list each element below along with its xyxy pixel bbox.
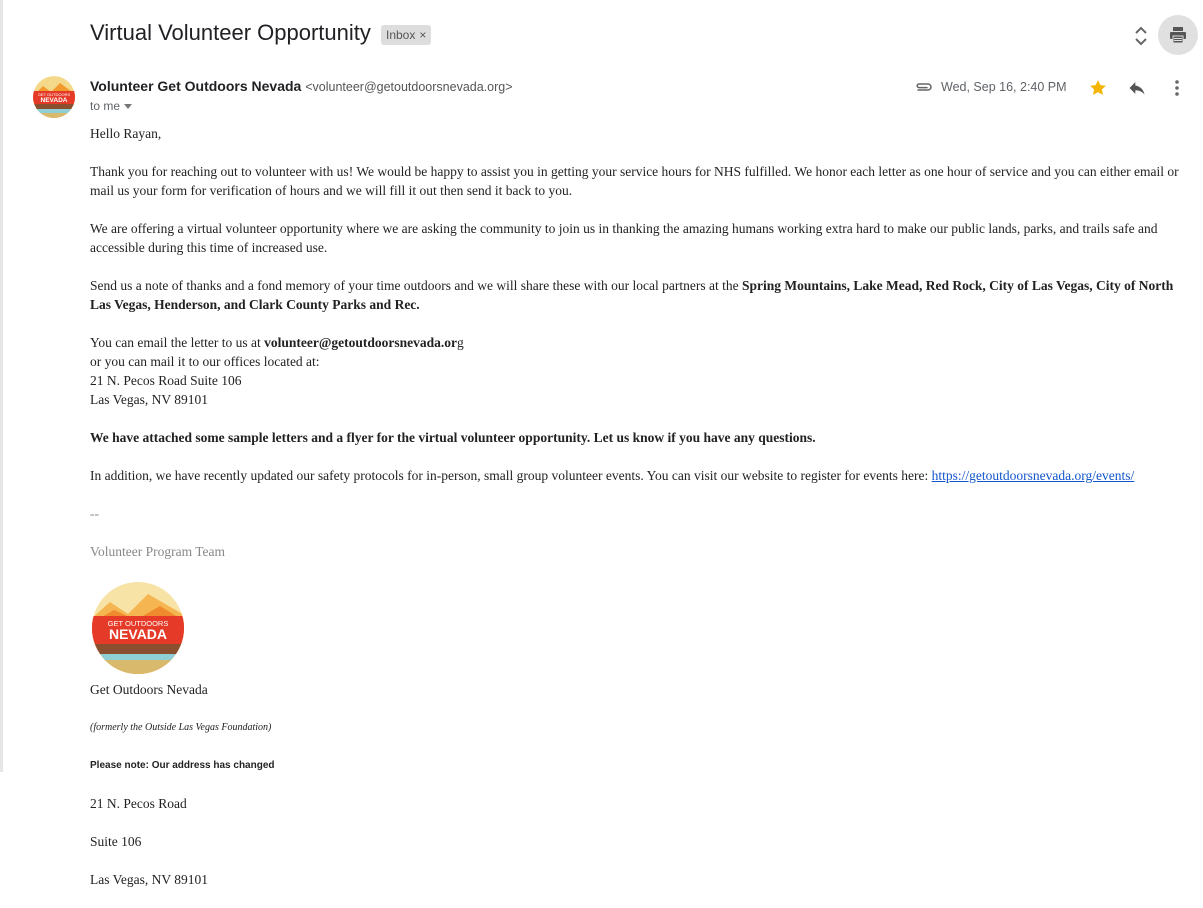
- reply-icon[interactable]: [1127, 78, 1147, 103]
- more-options-icon[interactable]: [1169, 78, 1185, 103]
- paragraph-4-text: You can email the letter to us at: [90, 335, 265, 350]
- expand-collapse-icon[interactable]: [1129, 23, 1153, 49]
- body-paragraph-1: Thank you for reaching out to volunteer with us! We would be happy to assist you in getting your service hours for NHS fulfilled. We honor each letter as one hour of service and you can either email or mail us your form for verification of hours and we will fill it out then send it back to you.: [90, 164, 1179, 198]
- body-paragraph-6: [90, 466, 1190, 485]
- left-border: [0, 0, 3, 772]
- recipient-text: to me: [90, 99, 121, 113]
- events-link[interactable]: https://getoutdoorsnevada.org/events/: [931, 468, 1135, 483]
- body-paragraph-4: [90, 333, 1190, 409]
- signature-address-note: Please note: Our address has changed: [90, 760, 275, 771]
- signature-org: Get Outdoors Nevada: [90, 682, 208, 697]
- avatar-text-top: GET OUTDOORS: [37, 92, 71, 97]
- star-icon[interactable]: [1088, 78, 1108, 103]
- office-address-line1: 21 N. Pecos Road Suite 106: [90, 373, 242, 388]
- print-button[interactable]: [1158, 15, 1198, 55]
- logo-text-main: NEVADA: [108, 626, 168, 642]
- body-paragraph-2: We are offering a virtual volunteer opportunity where we are asking the community to join us in thanking the amazing humans working extra hard to make our public lands, parks, and trails safe and accessible during this time of increased use.: [90, 221, 1158, 255]
- remove-label-icon[interactable]: ×: [419, 28, 427, 42]
- partners-list: Spring Mountains, Lake Mead, Red Rock, City of Las Vegas, City of North Las Vegas, Henderson, and Clark County Parks and Rec.: [90, 278, 1174, 312]
- sender-line: [90, 78, 513, 94]
- chevron-down-icon[interactable]: [124, 104, 132, 109]
- message-body: [90, 124, 1190, 908]
- greeting: Hello Rayan,: [90, 126, 162, 141]
- signature-formerly: (formerly the Outside Las Vegas Foundation): [90, 722, 272, 733]
- sender-name[interactable]: Volunteer Get Outdoors Nevada: [90, 78, 302, 94]
- signature-address-1: 21 N. Pecos Road: [90, 796, 187, 811]
- attachment-icon: [914, 80, 934, 99]
- print-icon: [1168, 25, 1188, 45]
- sender-email: <volunteer@getoutdoorsnevada.org>: [305, 80, 513, 94]
- body-paragraph-3: [90, 276, 1190, 314]
- inbox-label-text: Inbox: [386, 28, 416, 42]
- signature-separator: --: [90, 506, 99, 521]
- recipient-details[interactable]: [90, 99, 132, 113]
- body-paragraph-5: [90, 428, 1190, 447]
- volunteer-email-tail: g: [457, 335, 464, 350]
- message-date: Wed, Sep 16, 2:40 PM: [941, 80, 1067, 94]
- signature-address-3: Las Vegas, NV 89101: [90, 872, 208, 887]
- mail-instructions: or you can mail it to our offices located at:: [90, 354, 320, 369]
- logo-text-top: GET OUTDOORS: [107, 619, 169, 628]
- sender-avatar[interactable]: [33, 76, 75, 118]
- paragraph-6-text: In addition, we have recently updated our safety protocols for in-person, small group volunteer events. You can visit our website to register for events here:: [90, 468, 932, 483]
- signature-address-2: Suite 106: [90, 834, 142, 849]
- signature-logo: [90, 580, 186, 676]
- inbox-label-chip[interactable]: [381, 25, 431, 45]
- email-subject: Virtual Volunteer Opportunity: [90, 20, 371, 45]
- signature-team: Volunteer Program Team: [90, 544, 226, 559]
- attachments-note: We have attached some sample letters and a flyer for the virtual volunteer opportunity. Let us know if you have any questions.: [90, 430, 816, 445]
- volunteer-email-bold: volunteer@getoutdoorsnevada.or: [264, 335, 458, 350]
- paragraph-3-text: Send us a note of thanks and a fond memory of your time outdoors and we will share these with our local partners at the: [90, 278, 742, 293]
- avatar-text-main: NEVADA: [40, 97, 68, 104]
- office-address-line2: Las Vegas, NV 89101: [90, 392, 208, 407]
